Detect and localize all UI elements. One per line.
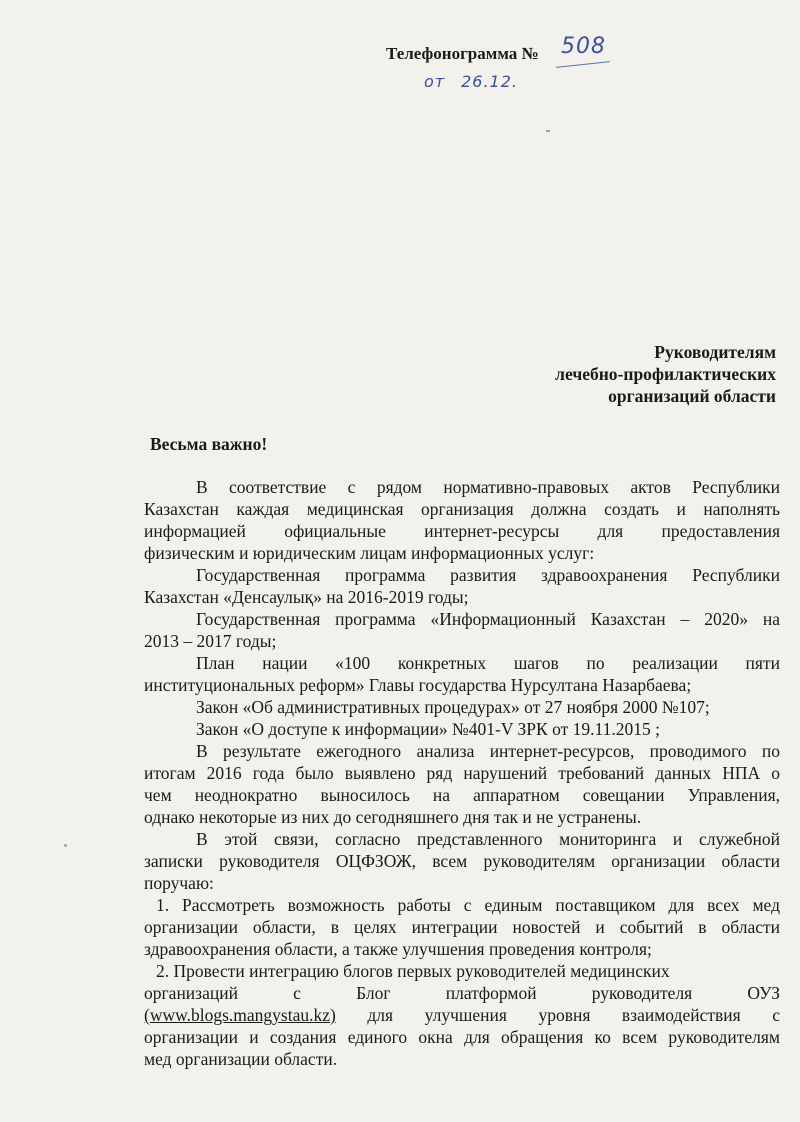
document-title: Телефонограмма № xyxy=(386,44,539,63)
addressee-line: Руководителям xyxy=(654,342,776,362)
body-line: Государственная программа развития здравоохранения Республики xyxy=(196,565,780,585)
body-line xyxy=(144,1004,780,1026)
body-line: Закон «Об административных процедурах» от 27 ноября 2000 №107; xyxy=(196,697,710,717)
letter-body xyxy=(144,476,780,1070)
body-line: Казахстан «Денсаулық» на 2016-2019 годы; xyxy=(144,587,469,607)
body-line: поручаю: xyxy=(144,873,214,893)
body-line: организации и создания единого окна для обращения ко всем руководителям xyxy=(144,1027,780,1047)
urgency-heading: Весьма важно! xyxy=(150,434,268,454)
body-line: Казахстан каждая медицинская организация должна создать и наполнять xyxy=(144,499,780,519)
body-line-tail: для улучшения уровня взаимодействия с xyxy=(367,1005,780,1025)
addressee-line: организаций области xyxy=(608,386,776,406)
body-line: План нации «100 конкретных шагов по реализации пяти xyxy=(196,653,780,673)
blog-link[interactable]: (www.blogs.mangystau.kz) xyxy=(144,1005,336,1025)
body-line: Государственная программа «Информационный Казахстан – 2020» на xyxy=(196,609,780,629)
body-line: информацией официальные интернет-ресурсы для предоставления xyxy=(144,521,780,541)
handwritten-date-prefix: от xyxy=(424,72,446,91)
scan-speck xyxy=(64,844,67,847)
body-line: итогам 2016 года было выявлено ряд нарушений требований данных НПА о xyxy=(144,763,780,783)
handwritten-number: 508 xyxy=(561,34,606,59)
body-line: однако некоторые из них до сегодняшнего дня так и не устранены. xyxy=(144,807,642,827)
body-line: Закон «О доступе к информации» №401-V ЗРК от 19.11.2015 ; xyxy=(196,719,660,739)
handwritten-date-value: 26.12. xyxy=(461,72,518,91)
body-line: В этой связи, согласно представленного мониторинга и служебной xyxy=(196,829,780,849)
body-line: организаций с Блог платформой руководителя ОУЗ xyxy=(144,983,780,1003)
body-line: В результате ежегодного анализа интернет-ресурсов, проводимого по xyxy=(196,741,780,761)
scan-speck xyxy=(546,130,550,132)
body-line: В соответствие с рядом нормативно-правовых актов Республики xyxy=(196,477,780,497)
body-line: 2013 – 2017 годы; xyxy=(144,631,277,651)
body-line: чем неоднократно выносилось на аппаратном совещании Управления, xyxy=(144,785,780,805)
list-item-1-line: 1. Рассмотреть возможность работы с единым поставщиком для всех мед xyxy=(156,895,780,915)
addressee-line: лечебно-профилактических xyxy=(555,364,776,384)
body-line: институциональных реформ» Главы государства Нурсултана Назарбаева; xyxy=(144,675,692,695)
body-line: здравоохранения области, а также улучшения проведения контроля; xyxy=(144,939,652,959)
handwritten-underline xyxy=(556,61,610,68)
addressee-block xyxy=(555,341,776,407)
list-item-2-line: 2. Провести интеграцию блогов первых руководителей медицинских xyxy=(156,961,670,981)
body-line: организации области, в целях интеграции новостей и событий в области xyxy=(144,917,780,937)
body-line: записки руководителя ОЦФЗОЖ, всем руководителям организации области xyxy=(144,851,780,871)
body-line: мед организации области. xyxy=(144,1049,338,1069)
body-line: физическим и юридическим лицам информационных услуг: xyxy=(144,543,595,563)
handwritten-date xyxy=(424,72,518,91)
